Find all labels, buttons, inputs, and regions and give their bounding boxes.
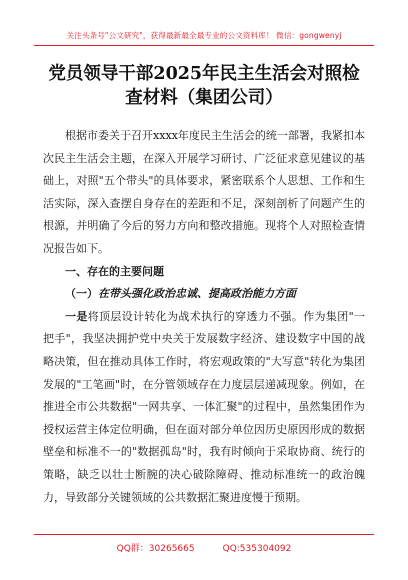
header-divider	[34, 45, 374, 46]
document-body	[43, 125, 365, 509]
intro-paragraph: 根据市委关于召开xxxx年度民主生活会的统一部署，我紧扣本次民主生活会主题，在深入开展学习研讨、广泛征求意见建议的基础上，对照"五个带头"的具体要求，紧密联系个人思想、工作和生活实际，深入查摆自身存在的差距和不足，深刻剖析了问题产生的根源，并明确了今后的努力方向和整改措施。现将个人对照检查情况报告如下。	[43, 129, 365, 255]
document-title: 党员领导干部2025年民主生活会对照检查材料（集团公司）	[48, 64, 360, 108]
subsection-heading	[43, 283, 365, 306]
subsection-title: 在带头强化政治忠诚、提高政治能力方面	[98, 287, 296, 301]
footer-divider	[34, 534, 374, 535]
body-paragraph	[43, 306, 365, 509]
footer-qq: QQ:535304092	[222, 544, 292, 554]
header-banner: 关注头条号"公文研究"，获得最新最全最专业的公文资料库！ 微信：gongwenyj	[66, 31, 342, 40]
section-heading: 一、存在的主要问题	[65, 264, 164, 278]
footer	[0, 541, 408, 554]
footer-qq-group: QQ群：30265665	[116, 544, 195, 554]
paragraph-text: 将顶层设计转化为战术执行的穿透力不强。作为集团"一把手"，我坚决拥护党中央关于发展数字经济、建设数字中国的战略决策，但在推动具体工作时，将宏观政策的"大写意"转化为集团发展的"工笔画"时，在分管领域存在力度层层递减现象。例如，在推进全市公共数据"一网共享、一体汇聚"的过程中，虽然集团作为授权运营主体定位明确，但在面对部分单位因历史原因形成的数据壁垒和标准不一的"数据孤岛"时，我有时倾向于采取协商、统行的策略，缺乏以壮士断腕的决心破除障碍、推动标准统一的政治魄力，导致部分关键领域的公共数据汇聚进度慢于预期。	[43, 309, 365, 504]
subsection-number: （一）	[65, 287, 98, 301]
paragraph-lead: 一是	[65, 309, 88, 323]
